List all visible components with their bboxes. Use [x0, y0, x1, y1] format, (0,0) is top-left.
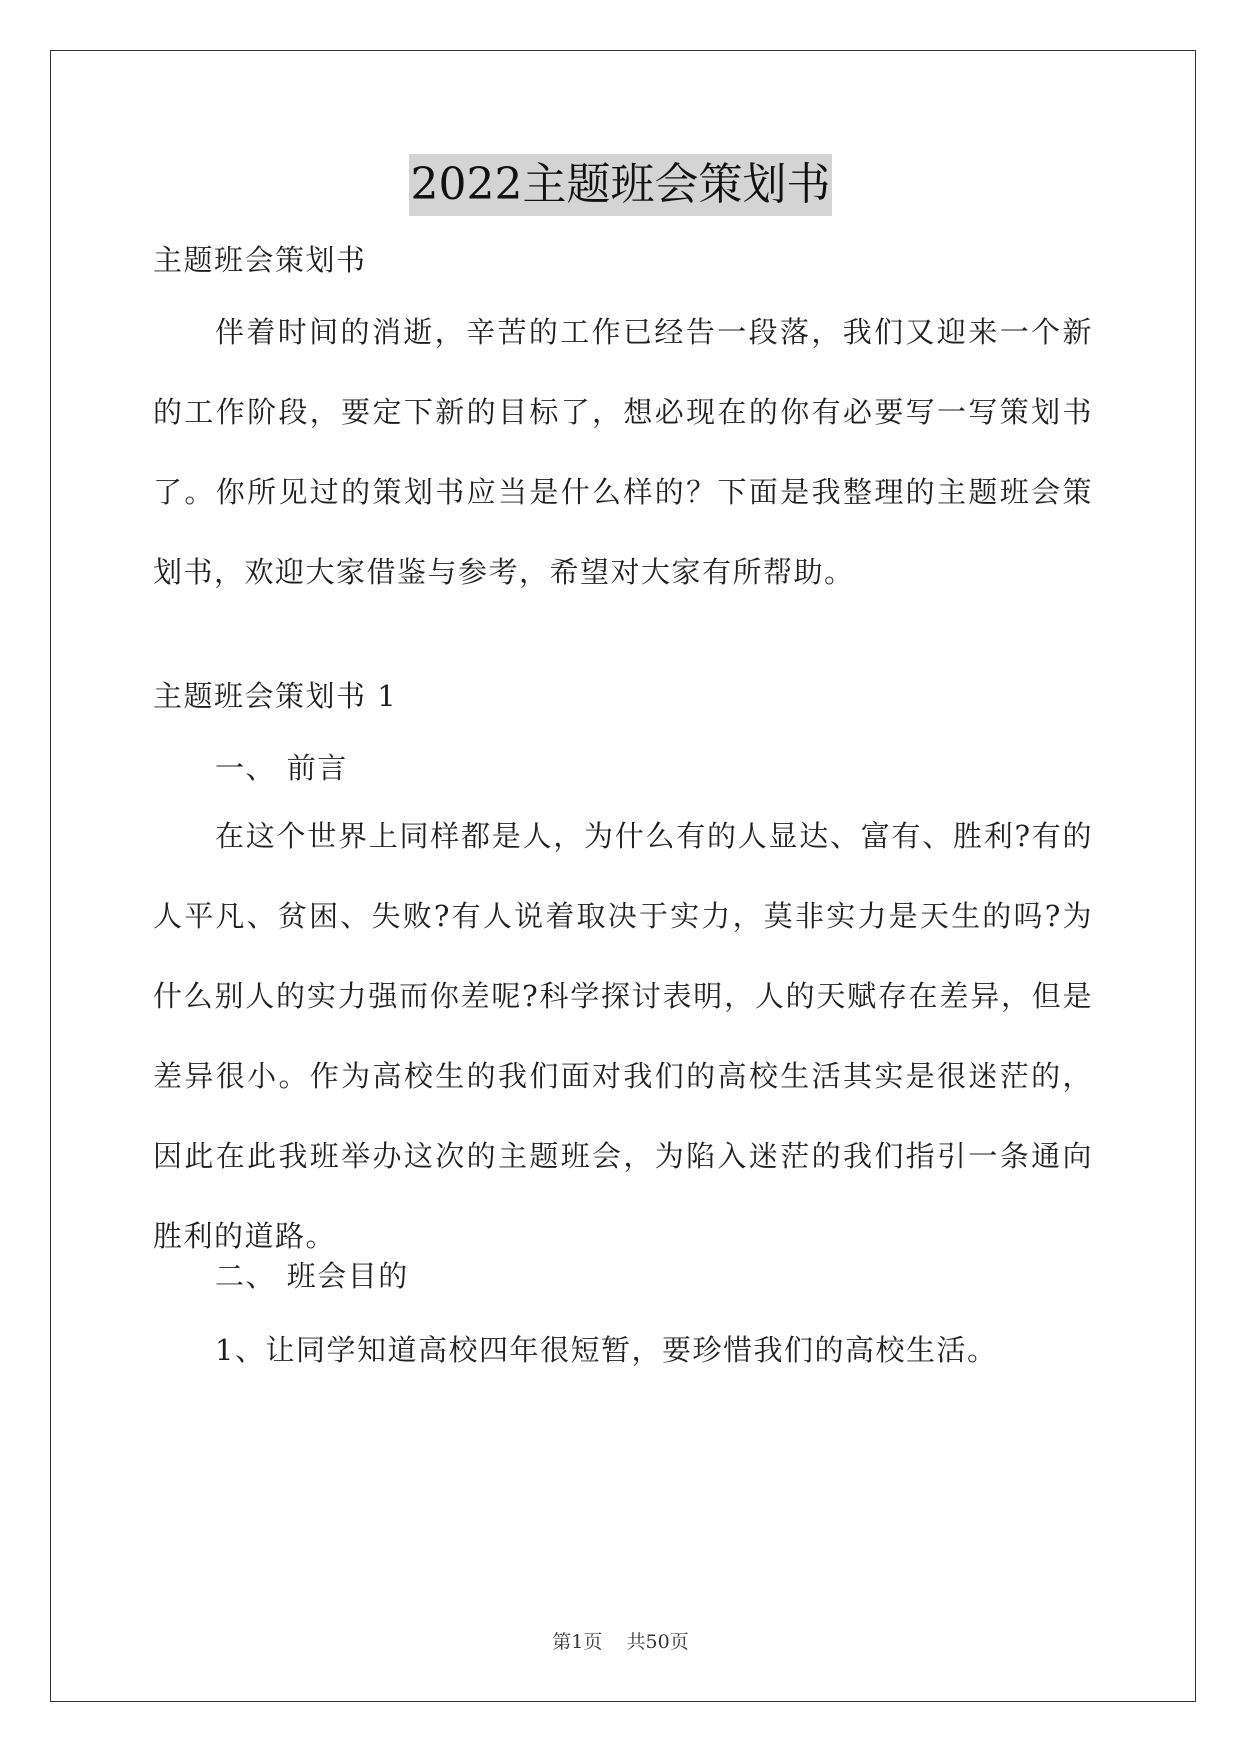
- document-title: 2022主题班会策划书: [409, 154, 833, 216]
- heading-purpose: 二、 班会目的: [215, 1259, 409, 1293]
- section-title: 主题班会策划书 1: [153, 679, 398, 713]
- preface-paragraph: 在这个世界上同样都是人，为什么有的人显达、富有、胜利?有的人平凡、贫困、失败?有人说着取决于实力，莫非实力是天生的吗?为什么别人的实力强而你差呢?科学探讨表明，人的天赋存在差异，但是差异很小。作为高校生的我们面对我们的高校生活其实是很迷茫的，因此在此我班举办这次的主题班会，为陷入迷茫的我们指引一条通向胜利的道路。: [153, 819, 1093, 1253]
- title-container: [0, 154, 1241, 216]
- purpose-item-1: 1、让同学知道高校四年很短暂，要珍惜我们的高校生活。: [215, 1333, 998, 1367]
- heading-preface: 一、 前言: [215, 751, 348, 785]
- page-total: 共50页: [626, 1631, 689, 1653]
- intro-paragraph: 伴着时间的消逝，辛苦的工作已经告一段落，我们又迎来一个新的工作阶段，要定下新的目标了，想必现在的你有必要写一写策划书了。你所见过的策划书应当是什么样的？下面是我整理的主题班会策划书，欢迎大家借鉴与参考，希望对大家有所帮助。: [153, 315, 1093, 589]
- page-footer: [0, 1630, 1241, 1654]
- page-number: 第1页: [552, 1631, 603, 1653]
- subtitle: 主题班会策划书: [153, 243, 367, 277]
